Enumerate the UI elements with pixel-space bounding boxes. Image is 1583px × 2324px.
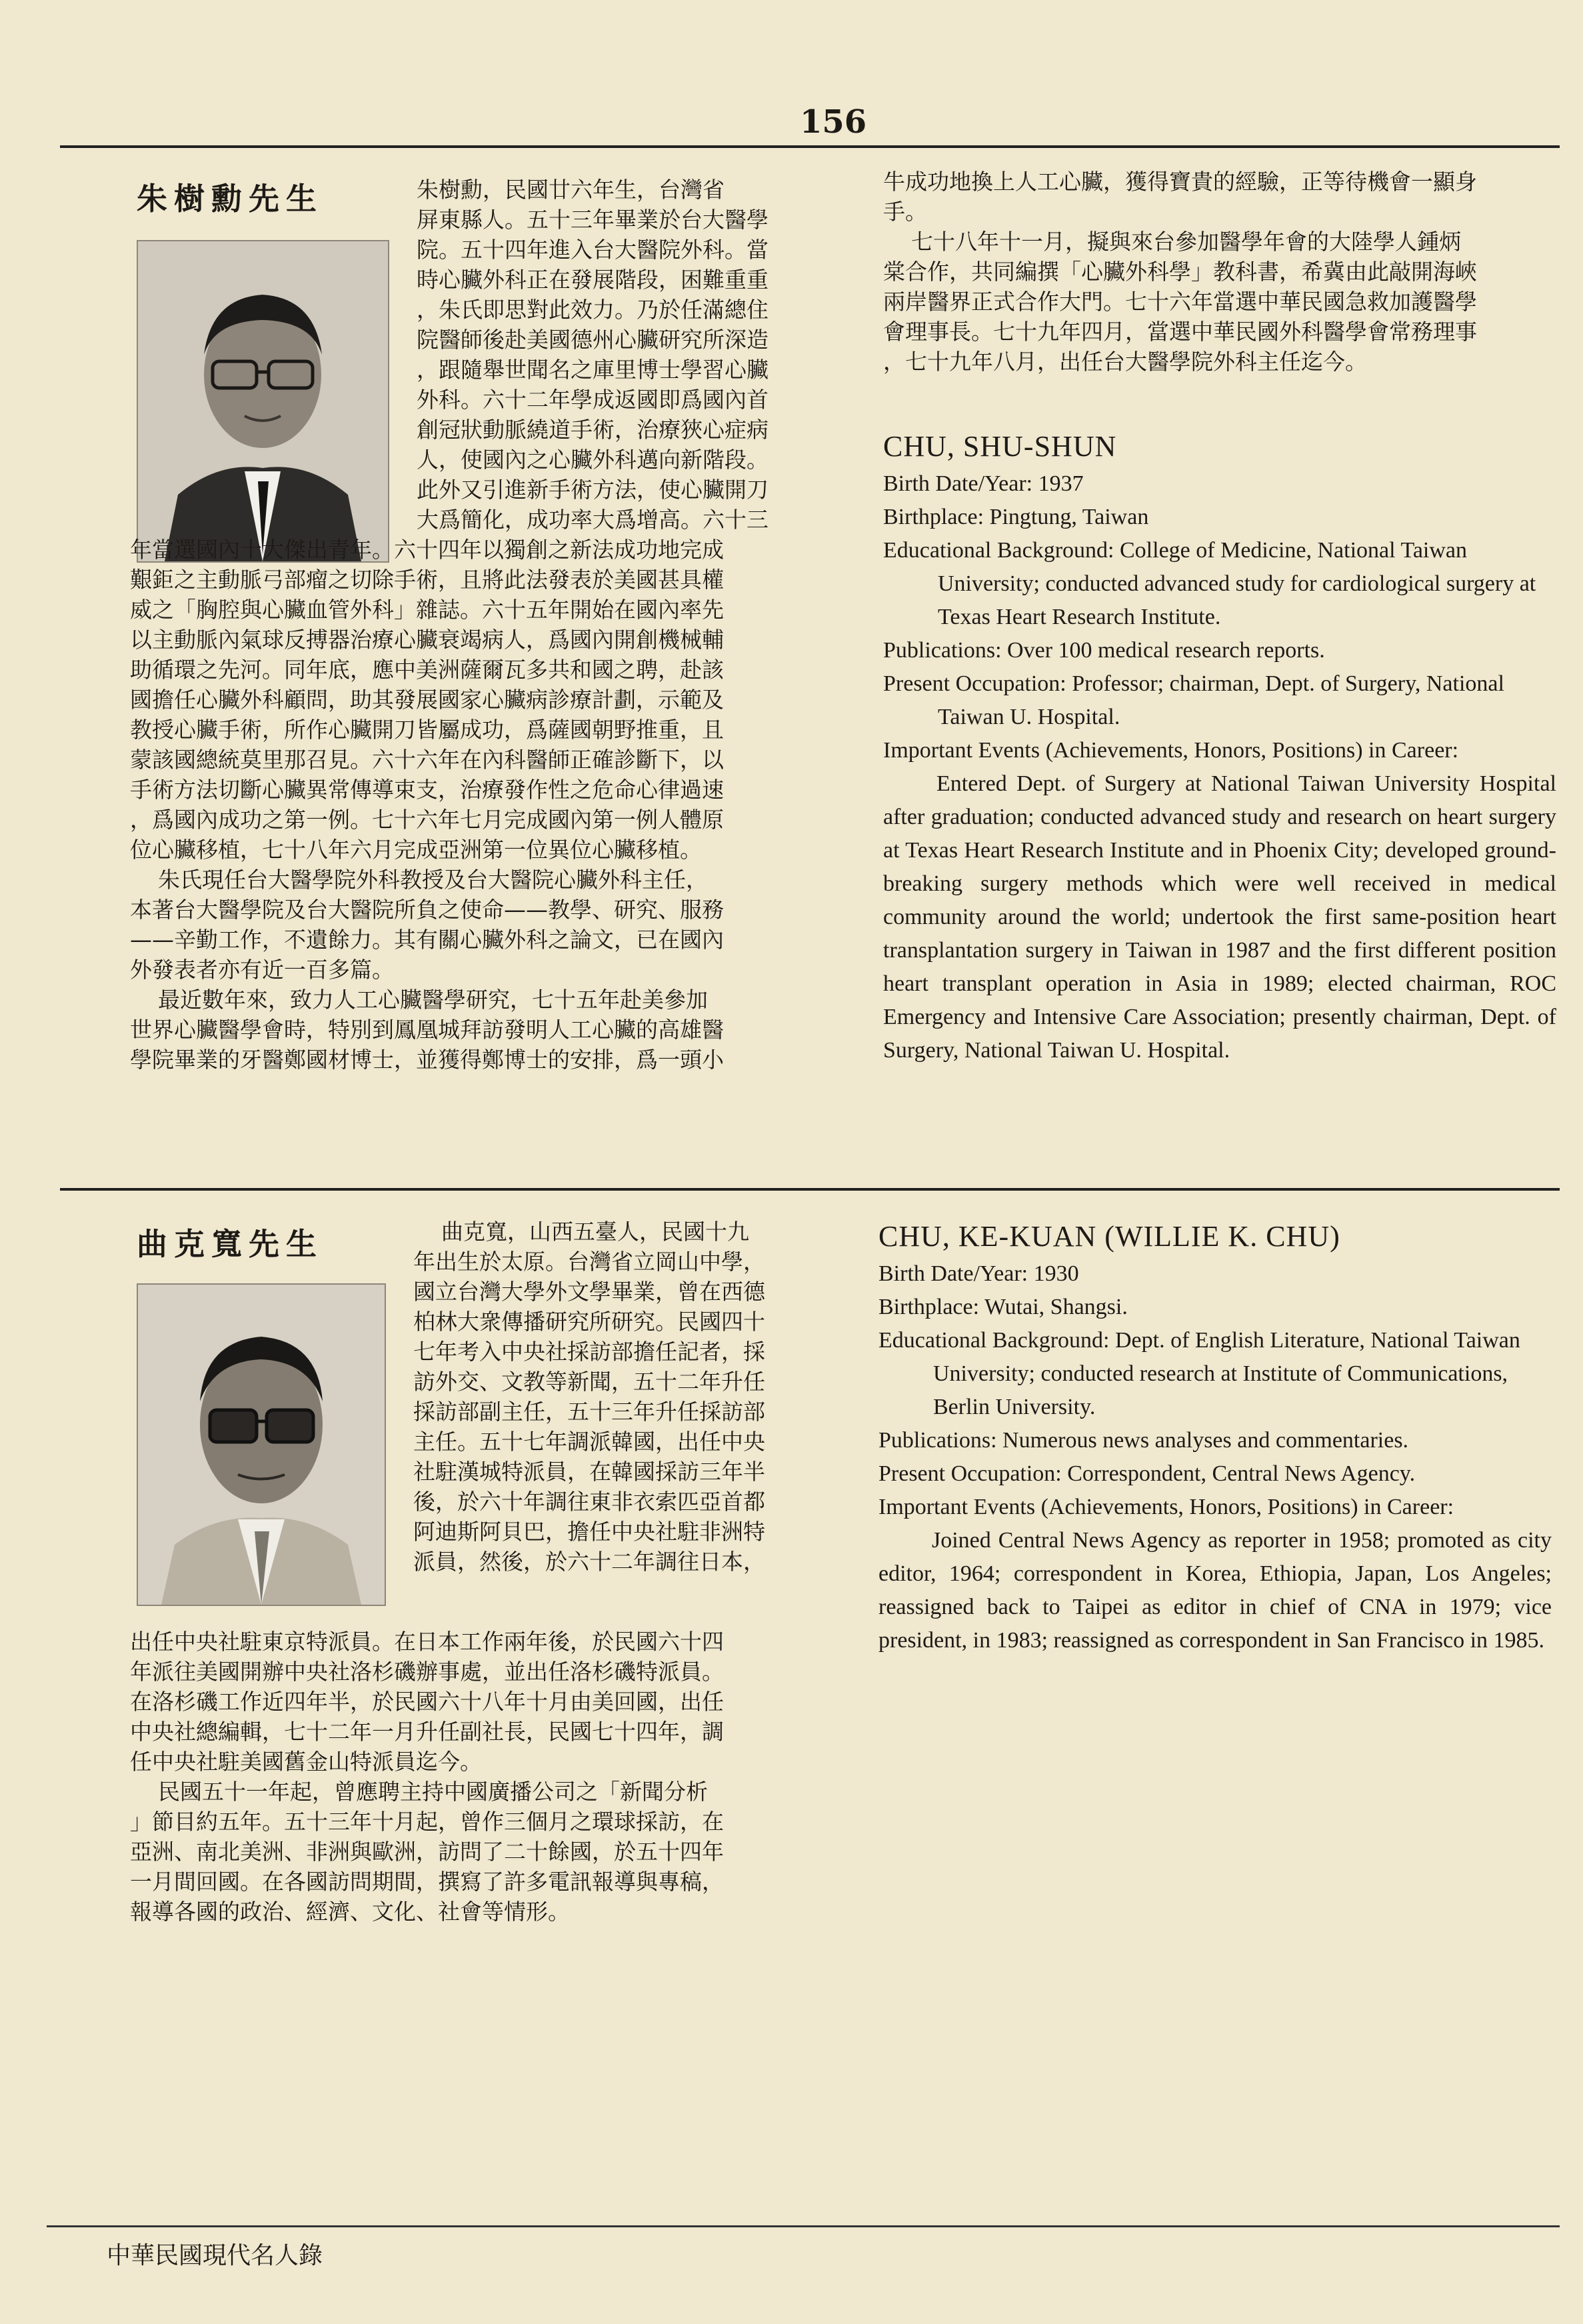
entry1-events-label: Important Events (Achievements, Honors, Positions) in Career: [883, 738, 1459, 763]
entry2-education: Educational Background: Dept. of English Literature, National Taiwan University; conducted research at Institute of Communications, Berlin University. [878, 1328, 1520, 1419]
page-number: 156 [800, 103, 867, 141]
entry1-english-name: CHU, SHU-SHUN [883, 430, 1117, 463]
entry-divider [60, 1188, 1560, 1191]
entry2-chinese-bio-top: 曲克寬，山西五臺人，民國十九 年出生於太原。台灣省立岡山中學， 國立台灣大學外文學畢業，曾在西德 柏林大衆傳播研究所研究。民國四十 七年考入中央社採訪部擔任記者，採 訪外交、文教等新聞，五十二年升任 採訪部副主任，五十三年升任採訪部 主任。五十七年調派韓國，出任中央 社駐漢城特派員，在韓國採訪三年半 後，於六十年調往東非衣索匹亞首都 阿迪斯阿貝巴，擔任中央社駐非洲特 派員，然後，於六十二年調往日本， [413, 1219, 765, 1575]
entry1-publications: Publications: Over 100 medical research reports. [883, 638, 1325, 663]
entry1-education: Educational Background: College of Medicine, National Taiwan University; conducted advanced study for cardiological surgery at Texas Heart Research Institute. [883, 538, 1536, 629]
entry2-occupation: Present Occupation: Correspondent, Central News Agency. [878, 1461, 1416, 1486]
entry1-chinese-name: 朱樹勳先生 [137, 181, 323, 217]
entry2-chinese-bio-bottom: 出任中央社駐東京特派員。在日本工作兩年後，於民國六十四 年派往美國開辦中央社洛杉磯辦事處，並出任洛杉磯特派員。 在洛杉磯工作近四年半，於民國六十八年十月由美回國，出任 中央社總編輯，七十二年一月升任副社長，民國七十四年，調 任中央社駐美國舊金山特派員迄今。 民國五十一年起，曾應聘主持中國廣播公司之「新聞分析 」節目約五年。五十三年十月起，曾作三個月之環球採訪，在 亞洲、南北美洲、非洲與歐洲，訪問了二十餘國，於五十四年 一月間回國。在各國訪問期間，撰寫了許多電訊報導與專稿， 報導各國的政治、經濟、文化、社會等情形。 [130, 1629, 724, 1925]
entry2-birthplace: Birthplace: Wutai, Shangsi. [878, 1295, 1128, 1319]
top-rule [60, 145, 1560, 148]
entry2-chinese-name: 曲克寬先生 [137, 1226, 323, 1262]
entry2-english-section [878, 1220, 1552, 1657]
entry1-chinese-bio-top: 朱樹勳，民國廿六年生，台灣省 屏東縣人。五十三年畢業於台大醫學 院。五十四年進入台大醫院外科。當 時心臟外科正在發展階段，困難重重 ，朱氏即思對此效力。乃於任滿總住 院醫師後赴美國德州心臟研究所深造 ，跟隨舉世聞名之庫里博士學習心臟 外科。六十二年學成返國即爲國內首 創冠狀動脈繞道手術，治療狹心症病 人，使國內之心臟外科邁向新階段。 此外又引進新手術方法，使心臟開刀 大爲簡化，成功率大爲增高。六十三 [417, 177, 769, 533]
entry1-chinese-bio-bottom: 年當選國內十大傑出青年。六十四年以獨創之新法成功地完成 艱鉅之主動脈弓部瘤之切除手術，且將此法發表於美國甚具權 威之「胸腔與心臟血管外科」雜誌。六十五年開始在國內率先 以主動脈內氣球反搏器治療心臟衰竭病人，爲國內開創機械輔 助循環之先河。同年底，應中美洲薩爾瓦多共和國之聘，赴該 國擔任心臟外科顧問，助其發展國家心臟病診療計劃，示範及 教授心臟手術，所作心臟開刀皆屬成功，爲薩國朝野推重，且 蒙該國總統莫里那召見。六十六年在內科醫師正確診斷下，以 手術方法切斷心臟異常傳導束支，治療發作性之危命心律過速 ，爲國內成功之第一例。七十六年七月完成國內第一例人體原 位心臟移植，七十八年六月完成亞洲第一位異位心臟移植。 朱氏現任台大醫學院外科教授及台大醫院心臟外科主任， 本著台大醫學院及台大醫院所負之使命——教學、研究、服務 ——辛勤工作，不遺餘力。其有關心臟外科之論文，已在國內 外發表者亦有近一百多篇。 最近數年來，致力人工心臟醫學研究，七十五年赴美參加 世界心臟醫學會時，特別到鳳凰城拜訪發明人工心臟的高雄醫 學院畢業的牙醫鄭國材博士，並獲得鄭博士的安排，爲一頭小 [130, 537, 724, 1073]
entry1-birthplace: Birthplace: Pingtung, Taiwan [883, 505, 1149, 529]
entry2-publications: Publications: Numerous news analyses and commentaries. [878, 1428, 1409, 1453]
entry1-birth-date: Birth Date/Year: 1937 [883, 471, 1084, 496]
entry2-events-label: Important Events (Achievements, Honors, Positions) in Career: [878, 1495, 1454, 1519]
entry1-portrait-figure [138, 241, 388, 561]
entry2-events-text: Joined Central News Agency as reporter in 1958; promoted as city editor, 1964; correspondent in Korea, Ethiopia, Japan, Los Angeles; reassigned back to Taipei as editor in chief of CNA in 1979; vice president, in 1983; reassigned as correspondent in San Francisco in 1985. [878, 1528, 1552, 1653]
footer-book-title: 中華民國現代名人錄 [107, 2242, 323, 2269]
entry2-portrait-figure [138, 1285, 385, 1605]
bottom-rule [47, 2225, 1560, 2227]
entry1-events-text: Entered Dept. of Surgery at National Taiwan University Hospital after graduation; conducted advanced study and research on heart surgery at Texas Heart Research Institute and in Phoenix City; developed ground-breaking surgery methods which were well received in medical community around the world; undertook the first same-position heart transplantation surgery in Taiwan in 1987 and the first different position heart transplant operation in Asia in 1989; elected chairman, ROC Emergency and Intensive Care Association; presently chairman, Dept. of Surgery, National Taiwan U. Hospital. [883, 771, 1556, 1063]
entry1-portrait-photo [137, 240, 389, 563]
entry1-occupation: Present Occupation: Professor; chairman, Dept. of Surgery, National Taiwan U. Hospital. [883, 671, 1504, 729]
entry1-english-section [883, 430, 1556, 1067]
entry2-birth-date: Birth Date/Year: 1930 [878, 1261, 1079, 1286]
entry2-portrait-photo [137, 1283, 386, 1606]
entry2-english-name: CHU, KE-KUAN (WILLIE K. CHU) [878, 1220, 1340, 1253]
entry1-chinese-bio-continued: 牛成功地換上人工心臟，獲得寶貴的經驗，正等待機會一顯身 手。 七十八年十一月，擬與來台參加醫學年會的大陸學人鍾炳 棠合作，共同編撰「心臟外科學」教科書，希冀由此敲開海峽 兩岸醫界正式合作大門。七十六年當選中華民國急救加護醫學 會理事長。七十九年四月，當選中華民國外科醫學會常務理事 ，七十九年八月，出任台大醫學院外科主任迄今。 [883, 169, 1477, 375]
